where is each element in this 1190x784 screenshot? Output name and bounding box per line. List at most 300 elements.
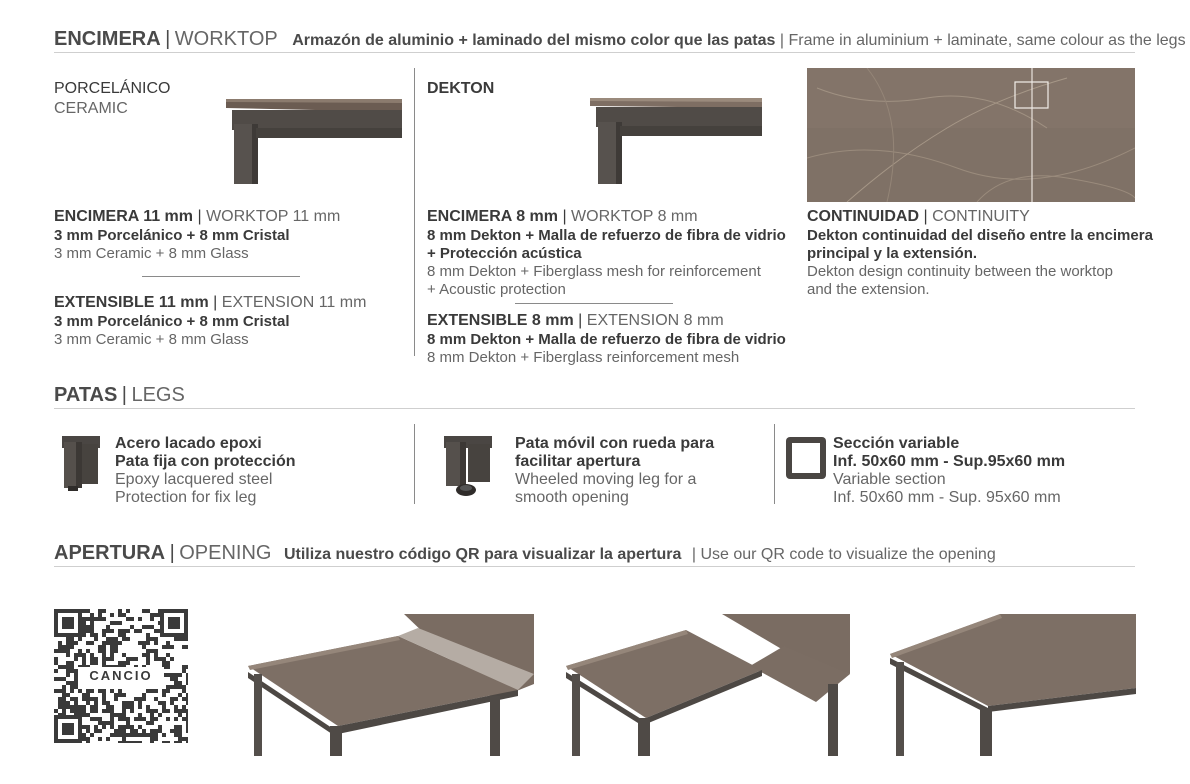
qr-module bbox=[102, 661, 106, 665]
qr-module bbox=[62, 677, 66, 681]
qr-module bbox=[166, 661, 170, 665]
qr-module bbox=[54, 709, 58, 713]
opening-title-es: APERTURA bbox=[54, 542, 166, 564]
qr-module bbox=[186, 637, 188, 641]
qr-module bbox=[62, 705, 66, 709]
qr-module bbox=[126, 721, 130, 725]
qr-module bbox=[166, 665, 170, 669]
qr-module bbox=[150, 717, 154, 721]
ceramic-ext-title-es: EXTENSIBLE 11 mm bbox=[54, 294, 209, 311]
qr-module bbox=[98, 737, 102, 741]
qr-module bbox=[70, 665, 74, 669]
qr-module bbox=[102, 617, 106, 621]
qr-module bbox=[134, 657, 138, 661]
qr-module bbox=[98, 717, 102, 721]
qr-module bbox=[146, 709, 150, 713]
qr-module bbox=[110, 629, 114, 633]
qr-module bbox=[86, 649, 90, 653]
qr-module bbox=[186, 701, 188, 705]
qr-module bbox=[154, 709, 158, 713]
qr-module bbox=[186, 681, 188, 685]
dekton-ext-title-es: EXTENSIBLE 8 mm bbox=[427, 312, 574, 329]
qr-module bbox=[90, 613, 94, 617]
qr-module bbox=[178, 737, 182, 741]
leg-section-en-1: Variable section bbox=[833, 471, 946, 488]
qr-module bbox=[70, 681, 74, 685]
qr-module bbox=[154, 637, 158, 641]
qr-module bbox=[82, 629, 86, 633]
legs-divider-2 bbox=[774, 424, 775, 504]
qr-module bbox=[186, 665, 188, 669]
qr-module bbox=[122, 741, 126, 743]
qr-module bbox=[162, 701, 166, 705]
qr-module bbox=[154, 689, 158, 693]
qr-module bbox=[94, 617, 98, 621]
qr-module bbox=[170, 697, 174, 701]
qr-module bbox=[58, 689, 62, 693]
leg-wheeled-en-1: Wheeled moving leg for a bbox=[515, 471, 697, 488]
qr-module bbox=[62, 665, 66, 669]
qr-module bbox=[118, 725, 122, 729]
qr-module bbox=[130, 701, 134, 705]
qr-module bbox=[102, 693, 106, 697]
qr-module bbox=[142, 645, 146, 649]
qr-module bbox=[158, 713, 162, 717]
qr-module bbox=[146, 721, 150, 725]
qr-module bbox=[106, 625, 110, 629]
qr-module bbox=[94, 725, 98, 729]
qr-module bbox=[142, 697, 146, 701]
qr-module bbox=[150, 709, 154, 713]
dekton-worktop-es-1: 8 mm Dekton + Malla de refuerzo de fibra de vidrio bbox=[427, 227, 786, 244]
qr-module bbox=[126, 741, 130, 743]
qr-module bbox=[138, 713, 142, 717]
qr-module bbox=[122, 729, 126, 733]
legs-section-header: PATAS | LEGS bbox=[54, 384, 1135, 409]
qr-module bbox=[130, 705, 134, 709]
qr-module bbox=[110, 641, 114, 645]
qr-module bbox=[86, 725, 90, 729]
qr-module bbox=[178, 741, 182, 743]
qr-module bbox=[182, 737, 186, 741]
qr-module bbox=[94, 661, 98, 665]
qr-module bbox=[162, 657, 166, 661]
qr-module bbox=[122, 709, 126, 713]
qr-module bbox=[86, 629, 90, 633]
qr-module bbox=[186, 645, 188, 649]
ceramic-worktop-es: 3 mm Porcelánico + 8 mm Cristal bbox=[54, 227, 290, 244]
worktop-title-en: WORKTOP bbox=[174, 28, 278, 50]
qr-module bbox=[90, 697, 94, 701]
qr-module bbox=[118, 661, 122, 665]
qr-module bbox=[66, 673, 70, 677]
qr-module bbox=[178, 673, 182, 677]
dekton-worktop-title-en: WORKTOP 8 mm bbox=[571, 208, 698, 225]
dekton-ext-title: EXTENSIBLE 8 mm | EXTENSION 8 mm bbox=[427, 312, 724, 329]
qr-module bbox=[86, 617, 90, 621]
qr-module bbox=[130, 733, 134, 737]
qr-module bbox=[58, 697, 62, 701]
ceramic-ext-title: EXTENSIBLE 11 mm | EXTENSION 11 mm bbox=[54, 294, 367, 311]
qr-code[interactable] bbox=[54, 609, 188, 743]
qr-module bbox=[66, 693, 70, 697]
qr-module bbox=[150, 625, 154, 629]
qr-module bbox=[106, 737, 110, 741]
qr-module bbox=[142, 717, 146, 721]
qr-module bbox=[162, 733, 166, 737]
leg-section-en-2: Inf. 50x60 mm - Sup. 95x60 mm bbox=[833, 489, 1061, 506]
qr-module bbox=[58, 641, 62, 645]
qr-module bbox=[62, 697, 66, 701]
legs-divider-1 bbox=[414, 424, 415, 504]
qr-module bbox=[102, 657, 106, 661]
qr-module bbox=[130, 725, 134, 729]
qr-module bbox=[110, 709, 114, 713]
qr-module bbox=[114, 637, 118, 641]
qr-module bbox=[134, 629, 138, 633]
continuity-desc-en-2: and the extension. bbox=[807, 281, 930, 298]
qr-module bbox=[110, 689, 114, 693]
qr-module bbox=[90, 709, 94, 713]
qr-module bbox=[70, 709, 74, 713]
qr-label: CANCIO bbox=[89, 668, 153, 683]
qr-module bbox=[90, 661, 94, 665]
qr-module bbox=[170, 677, 174, 681]
qr-module bbox=[126, 701, 130, 705]
qr-module bbox=[150, 637, 154, 641]
qr-module bbox=[58, 665, 62, 669]
qr-module bbox=[122, 693, 126, 697]
qr-module bbox=[126, 617, 130, 621]
worktop-desc-es: Armazón de aluminio + laminado del mismo color que las patas bbox=[292, 32, 776, 49]
qr-module bbox=[166, 717, 170, 721]
qr-module bbox=[154, 653, 158, 657]
column-divider-1 bbox=[414, 68, 415, 356]
qr-module bbox=[126, 661, 130, 665]
qr-module bbox=[66, 701, 70, 705]
ceramic-ext-en: 3 mm Ceramic + 8 mm Glass bbox=[54, 331, 249, 348]
qr-module bbox=[94, 657, 98, 661]
qr-module bbox=[102, 701, 106, 705]
qr-module bbox=[126, 725, 130, 729]
qr-module bbox=[134, 741, 138, 743]
qr-module bbox=[118, 693, 122, 697]
qr-module bbox=[186, 673, 188, 677]
qr-module bbox=[114, 621, 118, 625]
qr-module bbox=[138, 617, 142, 621]
ceramic-worktop-en: 3 mm Ceramic + 8 mm Glass bbox=[54, 245, 249, 262]
qr-module bbox=[70, 697, 74, 701]
qr-module bbox=[98, 613, 102, 617]
qr-module bbox=[166, 685, 170, 689]
fixed-leg-icon bbox=[60, 436, 104, 492]
opening-step-1-image bbox=[248, 614, 534, 756]
qr-module bbox=[186, 725, 188, 729]
ceramic-divider bbox=[142, 276, 300, 277]
qr-module bbox=[66, 681, 70, 685]
opening-section-header: APERTURA | OPENING Utiliza nuestro código QR para visualizar la apertura | Use our QR code to visualize the opening bbox=[54, 542, 1135, 567]
qr-module bbox=[154, 733, 158, 737]
qr-module bbox=[102, 633, 106, 637]
continuity-title-en: CONTINUITY bbox=[932, 208, 1030, 225]
qr-module bbox=[150, 741, 154, 743]
qr-module bbox=[122, 733, 126, 737]
qr-module bbox=[166, 709, 170, 713]
qr-module bbox=[110, 733, 114, 737]
qr-module bbox=[174, 681, 178, 685]
qr-module bbox=[178, 729, 182, 733]
qr-module bbox=[154, 717, 158, 721]
qr-module bbox=[150, 737, 154, 741]
qr-module bbox=[162, 689, 166, 693]
qr-module bbox=[66, 637, 70, 641]
opening-desc-es: Utiliza nuestro código QR para visualizar la apertura bbox=[283, 546, 682, 563]
leg-fixed-text bbox=[115, 435, 295, 507]
qr-module bbox=[70, 669, 74, 673]
qr-module bbox=[90, 705, 94, 709]
qr-module bbox=[102, 653, 106, 657]
qr-module bbox=[154, 737, 158, 741]
qr-module bbox=[138, 701, 142, 705]
qr-module bbox=[102, 609, 106, 613]
qr-module bbox=[158, 657, 162, 661]
qr-module bbox=[186, 697, 188, 701]
qr-module bbox=[114, 733, 118, 737]
qr-module bbox=[82, 657, 86, 661]
qr-module bbox=[122, 653, 126, 657]
qr-module bbox=[106, 709, 110, 713]
qr-module bbox=[182, 705, 186, 709]
qr-module bbox=[98, 729, 102, 733]
qr-module bbox=[102, 721, 106, 725]
qr-module bbox=[186, 721, 188, 725]
continuity-desc-es-1: Dekton continuidad del diseño entre la encimera bbox=[807, 227, 1153, 244]
qr-module bbox=[74, 697, 78, 701]
qr-module bbox=[154, 613, 158, 617]
qr-module bbox=[182, 637, 186, 641]
qr-module bbox=[150, 613, 154, 617]
qr-module bbox=[70, 705, 74, 709]
qr-module bbox=[62, 645, 66, 649]
qr-module bbox=[122, 713, 126, 717]
qr-module bbox=[86, 697, 90, 701]
qr-module bbox=[110, 717, 114, 721]
qr-module bbox=[178, 709, 182, 713]
variable-section-icon bbox=[786, 437, 826, 479]
qr-module bbox=[170, 673, 174, 677]
qr-module bbox=[170, 729, 174, 733]
qr-module bbox=[134, 729, 138, 733]
qr-module bbox=[146, 625, 150, 629]
qr-module bbox=[70, 661, 74, 665]
qr-module bbox=[174, 705, 178, 709]
qr-module bbox=[90, 689, 94, 693]
qr-module bbox=[154, 641, 158, 645]
qr-module bbox=[162, 661, 166, 665]
qr-module bbox=[186, 693, 188, 697]
qr-module bbox=[118, 629, 122, 633]
qr-module bbox=[162, 645, 166, 649]
qr-module bbox=[106, 637, 110, 641]
qr-module bbox=[74, 685, 78, 689]
leg-wheeled-es-2: facilitar apertura bbox=[515, 453, 641, 470]
qr-module bbox=[62, 649, 66, 653]
qr-module bbox=[126, 629, 130, 633]
qr-module bbox=[182, 685, 186, 689]
qr-module bbox=[110, 705, 114, 709]
qr-module bbox=[158, 729, 162, 733]
qr-module bbox=[130, 617, 134, 621]
qr-module bbox=[150, 729, 154, 733]
qr-module bbox=[58, 677, 62, 681]
qr-module bbox=[82, 633, 86, 637]
qr-module bbox=[106, 721, 110, 725]
qr-module bbox=[134, 717, 138, 721]
qr-module bbox=[174, 717, 178, 721]
qr-module bbox=[150, 689, 154, 693]
qr-module bbox=[182, 645, 186, 649]
qr-module bbox=[178, 693, 182, 697]
qr-module bbox=[118, 641, 122, 645]
qr-module bbox=[118, 621, 122, 625]
qr-module bbox=[94, 633, 98, 637]
dekton-worktop-en-1: 8 mm Dekton + Fiberglass mesh for reinforcement bbox=[427, 263, 761, 280]
qr-module bbox=[146, 653, 150, 657]
leg-wheeled-en-2: smooth opening bbox=[515, 489, 629, 506]
qr-module bbox=[86, 701, 90, 705]
qr-module bbox=[162, 705, 166, 709]
qr-module bbox=[102, 649, 106, 653]
qr-module bbox=[146, 609, 150, 613]
qr-module bbox=[82, 737, 86, 741]
qr-module bbox=[146, 689, 150, 693]
qr-module bbox=[138, 717, 142, 721]
qr-module bbox=[74, 657, 78, 661]
qr-module bbox=[82, 693, 86, 697]
qr-module bbox=[102, 689, 106, 693]
qr-module bbox=[82, 609, 86, 613]
qr-module bbox=[130, 657, 134, 661]
leg-fixed-en-1: Epoxy lacquered steel bbox=[115, 471, 273, 488]
qr-module bbox=[186, 729, 188, 733]
qr-module bbox=[58, 645, 62, 649]
dekton-ext-es: 8 mm Dekton + Malla de refuerzo de fibra de vidrio bbox=[427, 331, 786, 348]
dekton-worktop-en-2: + Acoustic protection bbox=[427, 281, 566, 298]
qr-module bbox=[118, 741, 122, 743]
qr-module bbox=[158, 701, 162, 705]
qr-module bbox=[110, 713, 114, 717]
qr-module bbox=[66, 705, 70, 709]
qr-module bbox=[186, 737, 188, 741]
qr-module bbox=[166, 645, 170, 649]
qr-module bbox=[86, 741, 90, 743]
continuity-title: CONTINUIDAD | CONTINUITY bbox=[807, 208, 1030, 225]
qr-module bbox=[74, 701, 78, 705]
qr-module bbox=[114, 713, 118, 717]
qr-module bbox=[138, 725, 142, 729]
ceramic-worktop-title-en: WORKTOP 11 mm bbox=[206, 208, 341, 225]
qr-module bbox=[146, 661, 150, 665]
continuity-title-es: CONTINUIDAD bbox=[807, 208, 919, 225]
qr-module bbox=[102, 697, 106, 701]
wheeled-leg-icon bbox=[442, 436, 496, 498]
qr-module bbox=[106, 641, 110, 645]
qr-module bbox=[86, 737, 90, 741]
qr-module bbox=[138, 629, 142, 633]
qr-module bbox=[186, 677, 188, 681]
qr-module bbox=[62, 709, 66, 713]
qr-module bbox=[110, 725, 114, 729]
qr-module bbox=[146, 705, 150, 709]
qr-module bbox=[82, 661, 86, 665]
opening-desc-en: Use our QR code to visualize the opening bbox=[700, 546, 996, 563]
qr-module bbox=[90, 633, 94, 637]
qr-module bbox=[174, 709, 178, 713]
qr-module bbox=[118, 633, 122, 637]
qr-module bbox=[82, 725, 86, 729]
qr-module bbox=[154, 629, 158, 633]
qr-module bbox=[82, 733, 86, 737]
qr-module bbox=[82, 697, 86, 701]
qr-module bbox=[110, 613, 114, 617]
qr-module bbox=[82, 709, 86, 713]
qr-module bbox=[142, 693, 146, 697]
qr-module bbox=[142, 641, 146, 645]
ceramic-table-corner-image bbox=[226, 96, 402, 184]
qr-module bbox=[102, 645, 106, 649]
qr-module bbox=[138, 733, 142, 737]
qr-module bbox=[90, 657, 94, 661]
qr-module bbox=[166, 653, 170, 657]
qr-module bbox=[130, 741, 134, 743]
qr-module bbox=[178, 685, 182, 689]
qr-module bbox=[146, 637, 150, 641]
worktop-title-es: ENCIMERA bbox=[54, 28, 161, 50]
qr-module bbox=[138, 641, 142, 645]
qr-module bbox=[142, 609, 146, 613]
qr-module bbox=[174, 637, 178, 641]
qr-module bbox=[94, 717, 98, 721]
ceramic-ext-title-en: EXTENSION 11 mm bbox=[221, 294, 367, 311]
qr-module bbox=[62, 689, 66, 693]
qr-module bbox=[94, 705, 98, 709]
qr-module bbox=[178, 725, 182, 729]
qr-module bbox=[74, 709, 78, 713]
qr-module bbox=[154, 729, 158, 733]
qr-module bbox=[98, 617, 102, 621]
qr-module bbox=[102, 709, 106, 713]
qr-module bbox=[114, 641, 118, 645]
qr-module bbox=[86, 713, 90, 717]
qr-module bbox=[58, 705, 62, 709]
qr-module bbox=[126, 717, 130, 721]
qr-module bbox=[54, 649, 58, 653]
qr-module bbox=[182, 717, 186, 721]
qr-module bbox=[114, 645, 118, 649]
dekton-ext-title-en: EXTENSION 8 mm bbox=[586, 312, 724, 329]
qr-module bbox=[174, 733, 178, 737]
qr-module bbox=[78, 637, 82, 641]
qr-module bbox=[82, 713, 86, 717]
qr-module bbox=[78, 653, 82, 657]
qr-module bbox=[122, 701, 126, 705]
qr-module bbox=[66, 661, 70, 665]
qr-module bbox=[138, 697, 142, 701]
qr-module bbox=[154, 657, 158, 661]
qr-module bbox=[122, 613, 126, 617]
qr-module bbox=[98, 645, 102, 649]
qr-module bbox=[66, 665, 70, 669]
